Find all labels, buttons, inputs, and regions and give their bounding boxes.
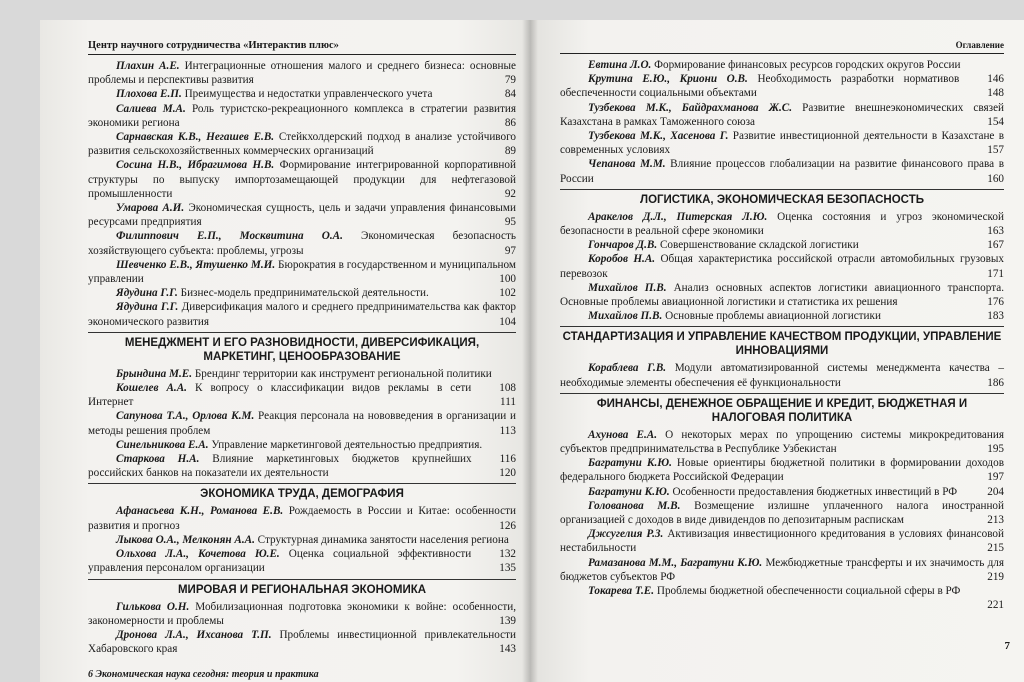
toc-entry-title: Диверсификация малого и среднего предпринимательства как фактор экономического развития <box>88 301 517 328</box>
toc-entry <box>560 101 1004 129</box>
toc-entry-author: Тузбекова М.К., Байдрахманова Ж.С. <box>588 101 793 114</box>
section-heading-labor: ЭКОНОМИКА ТРУДА, ДЕМОГРАФИЯ <box>88 483 516 501</box>
toc-entry <box>560 281 1004 309</box>
toc-entry <box>560 252 1004 280</box>
toc-entry-title: Модули автоматизированной системы менеджмента качества – необходимые элементы обеспечения её функциональности <box>560 362 1004 389</box>
toc-entry <box>560 210 1004 238</box>
toc-entry <box>88 628 516 656</box>
toc-left-s3 <box>88 600 516 657</box>
toc-entry-title: Формирование финансовых ресурсов городских округов России <box>654 59 961 71</box>
toc-entry-title: Особенности предоставления бюджетных инвестиций в РФ <box>672 485 958 498</box>
toc-entry-title: Преимущества и недостатки управленческого учета <box>184 88 433 101</box>
toc-entry-author: Ядудина Г.Г. <box>116 287 178 300</box>
toc-entry-author: Синельникова Е.А. <box>116 438 209 451</box>
toc-entry-page: 108 <box>499 382 516 395</box>
toc-entry-page: 92 <box>504 187 516 200</box>
toc-entry-title: Формирование интегрированной корпоративной структуры по выпуску импортозамещающей продукции для нефтегазовой промышленности <box>88 159 516 200</box>
toc-right-s1 <box>560 210 1004 324</box>
toc-entry-author: Рамазанова М.М., Багратуни К.Ю. <box>588 556 763 569</box>
toc-entry <box>560 456 1004 484</box>
toc-entry-title: Бюрократия в государственном и муниципальном управлении <box>88 258 516 286</box>
toc-entry <box>88 258 516 286</box>
toc-entry <box>88 130 516 158</box>
toc-entry-title: Возмещение излишне уплаченного налога иностранной организацией с доходов в виде дивидендов по депозитарным распискам <box>560 499 1005 527</box>
toc-entry-author: Брындина М.Е. <box>116 367 193 380</box>
toc-entry-title: Проблемы инвестиционной привлекательности Хабаровского края <box>88 628 516 656</box>
toc-entry <box>88 59 516 87</box>
toc-entry <box>560 129 1004 157</box>
toc-entry-author: Салиева М.А. <box>116 102 186 115</box>
toc-entry-author: Плохова Е.П. <box>116 88 182 101</box>
toc-entry-author: Тузбекова М.К., Хасенова Г. <box>588 130 729 143</box>
toc-entry-author: Джсугелия Р.З. <box>588 528 664 541</box>
section-heading-management: МЕНЕДЖМЕНТ И ЕГО РАЗНОВИДНОСТИ, ДИВЕРСИФИКАЦИЯ, МАРКЕТИНГ, ЦЕНООБРАЗОВАНИЕ <box>88 332 516 364</box>
toc-entry-title: Роль туристско-рекреационного комплекса в стратегии развития экономики региона <box>88 102 516 129</box>
toc-entry <box>88 381 516 409</box>
toc-entry-title: Брендинг территории как инструмент региональной политики <box>194 367 492 380</box>
toc-entry-page: 143 <box>499 643 516 656</box>
toc-entry-page: 186 <box>987 376 1004 389</box>
toc-entry-author: Филиппович Е.П., Москвитина О.А. <box>116 230 343 243</box>
toc-entry-author: Михайлов П.В. <box>588 281 667 294</box>
toc-entry <box>560 72 1004 100</box>
toc-entry-page: 204 <box>987 485 1004 498</box>
toc-entry-author: Ядудина Г.Г. <box>116 301 179 314</box>
left-footer: 6 Экономическая наука сегодня: теория и практика <box>88 669 319 680</box>
toc-entry-author: Багратуни К.Ю. <box>588 485 670 498</box>
toc-entry <box>88 201 516 229</box>
toc-entry-title: Реакция персонала на нововведения в организации и методы решения проблем <box>88 410 516 437</box>
toc-entry-title: Необходимость разработки нормативов обеспеченности социальными объектами <box>560 73 960 100</box>
toc-entry-page: 195 <box>987 443 1004 456</box>
open-book <box>40 20 1024 682</box>
toc-entry-author: Гилькова О.Н. <box>116 600 190 613</box>
toc-entry-author: Афанасьева К.Н., Романова Е.В. <box>116 505 284 518</box>
toc-entry-title: Анализ основных аспектов логистики авиационного транспорта. Основные проблемы авиационной логистики и статистика их решения <box>560 281 1004 309</box>
toc-entry-page: 97 <box>504 244 516 257</box>
toc-entry-page: 79 <box>504 74 516 87</box>
toc-entry <box>560 485 1004 499</box>
toc-entry-author: Шевченко Е.В., Ятушенко М.И. <box>116 258 276 271</box>
toc-entry-title: Управление маркетинговой деятельностью предприятия. <box>211 438 483 451</box>
toc-entry-page: 213 <box>987 514 1004 527</box>
toc-right-s3 <box>560 428 1005 612</box>
toc-entry <box>88 102 516 130</box>
toc-entry-page: 183 <box>987 310 1004 323</box>
toc-entry-title: Совершенствование складской логистики <box>659 239 859 252</box>
toc-entry-page: 160 <box>987 172 1004 185</box>
toc-entry-page: 139 <box>499 614 516 627</box>
toc-entry-title: Интеграционные отношения малого и среднего бизнеса: основные проблемы и перспективы развития <box>88 60 516 87</box>
toc-entry <box>560 309 1004 323</box>
toc-entry-page: 116 <box>499 453 516 466</box>
toc-entry-author: Гончаров Д.В. <box>588 239 658 252</box>
left-page <box>40 20 530 682</box>
toc-left-s1 <box>88 367 516 481</box>
toc-entry-title: Проблемы бюджетной обеспеченности социальной сферы в РФ <box>656 585 961 598</box>
toc-entry-title: Влияние маркетинговых бюджетов крупнейших российских банков на показатели их деятельности <box>88 453 472 480</box>
toc-entry <box>88 504 516 532</box>
toc-entry <box>88 87 516 101</box>
toc-entry-author: Михайлов П.В. <box>588 310 663 323</box>
toc-entry-title: Оценка социальной эффективности управления персоналом организации <box>88 548 472 575</box>
toc-entry-page: 113 <box>499 424 516 437</box>
toc-entry-page: 171 <box>987 267 1004 280</box>
section-heading-finance: ФИНАНСЫ, ДЕНЕЖНОЕ ОБРАЩЕНИЕ И КРЕДИТ, БЮДЖЕТНАЯ И НАЛОГОВАЯ ПОЛИТИКА <box>560 393 1004 425</box>
toc-entry-author: Кошелев А.А. <box>116 382 187 395</box>
toc-entry-page: 221 <box>987 599 1004 612</box>
toc-entry <box>560 527 1004 555</box>
page-number: 7 <box>1004 640 1010 652</box>
toc-entry <box>560 428 1004 456</box>
toc-entry-title: Влияние процессов глобализации на развитие финансового права в России <box>560 158 1004 185</box>
running-header-left: Центр научного сотрудничества «Интерактив плюс» <box>88 40 516 55</box>
toc-entry <box>88 229 516 257</box>
toc-entry-title: Развитие инвестиционной деятельности в Казахстане в современных условиях <box>560 130 1005 157</box>
toc-entry-page: 197 <box>987 471 1004 484</box>
toc-entry <box>88 452 516 480</box>
toc-entry-author: Плахин А.Е. <box>116 60 180 72</box>
toc-entry-title: Общая характеристика российской отрасли автомобильных грузовых перевозок <box>560 253 1004 280</box>
section-heading-standardization: СТАНДАРТИЗАЦИЯ И УПРАВЛЕНИЕ КАЧЕСТВОМ ПРОДУКЦИИ, УПРАВЛЕНИЕ ИННОВАЦИЯМИ <box>560 326 1004 358</box>
toc-entry-author: Багратуни К.Ю. <box>588 457 672 470</box>
toc-entry-page: 132 <box>499 548 516 561</box>
toc-entry-page: 167 <box>987 239 1004 252</box>
toc-entry-author: Лыкова О.А., Мелконян А.А. <box>116 533 255 546</box>
toc-entry-title: Межбюджетные трансферты и их значимость для бюджетов субъектов РФ <box>560 556 1004 583</box>
toc-entry-author: Ахунова Е.А. <box>588 428 658 441</box>
toc-entry-page: 148 <box>987 87 1004 100</box>
toc-entry-page: 89 <box>504 145 516 158</box>
toc-right-top <box>560 58 1004 186</box>
toc-entry-author: Сарнавская К.В., Негашев Е.В. <box>116 131 275 144</box>
book-gutter-shadow <box>522 20 538 682</box>
right-page <box>530 20 1024 682</box>
toc-entry-page: 104 <box>499 315 516 328</box>
toc-entry-title: Основные проблемы авиационной логистики <box>665 310 881 323</box>
toc-entry-page: 86 <box>504 116 516 129</box>
toc-entry <box>560 556 1004 584</box>
toc-entry-page: 84 <box>504 88 516 101</box>
toc-entry <box>560 361 1004 389</box>
toc-entry <box>560 499 1004 527</box>
toc-entry <box>88 300 516 328</box>
toc-entry-author: Крутина Е.Ю., Криони О.В. <box>588 73 748 86</box>
section-heading-world-economy: МИРОВАЯ И РЕГИОНАЛЬНАЯ ЭКОНОМИКА <box>88 579 516 597</box>
toc-entry <box>88 286 516 300</box>
toc-entry-page: 102 <box>499 287 516 300</box>
toc-entry <box>560 584 1004 612</box>
toc-entry-page: 100 <box>499 273 516 286</box>
toc-entry-title: Мобилизационная подготовка экономики к войне: особенности, закономерности и проблемы <box>88 600 517 627</box>
toc-entry-title: Развитие внешнеэкономических связей Казахстана в рамках Таможенного союза <box>560 101 1005 128</box>
toc-entry-author: Голованова М.В. <box>588 499 681 512</box>
toc-entry-title: Структурная динамика занятости населения региона <box>257 533 509 546</box>
toc-entry-page: 146 <box>987 73 1004 86</box>
toc-entry-title: Активизация инвестиционного кредитования в условиях финансовой нестабильности <box>560 528 1004 555</box>
toc-entry-title: Бизнес-модель предпринимательской деятельности. <box>180 287 429 300</box>
toc-entry-author: Чепанова М.М. <box>588 158 666 171</box>
toc-entry <box>560 238 1004 252</box>
toc-entry-title: Экономическая безопасность хозяйствующего субъекта: проблемы, угрозы <box>88 230 517 257</box>
toc-entry-author: Аракелов Д.Л., Питерская Л.Ю. <box>588 210 768 223</box>
toc-entry-author: Токарева Т.Е. <box>588 585 655 598</box>
toc-entry <box>88 600 516 628</box>
toc-entry-author: Евтина Л.О. <box>588 59 652 71</box>
toc-entry-author: Коробов Н.А. <box>588 253 656 266</box>
toc-left-s2 <box>88 504 516 575</box>
toc-entry-title: Экономическая сущность, цель и задачи управления финансовыми ресурсами предприятия <box>88 202 517 229</box>
toc-entry-author: Дронова Л.А., Ихсанова Т.П. <box>116 628 272 641</box>
toc-entry-page: 163 <box>987 225 1004 238</box>
toc-entry-title: Стейкхолдерский подход в анализе устойчивого развития сельскохозяйственных коммерческих организаций <box>88 131 517 158</box>
toc-entry-author: Умарова А.И. <box>116 202 185 215</box>
toc-entry-title: Оценка состояния и угроз экономической безопасности в реальной сфере экономики <box>560 210 1004 238</box>
toc-entry-page: 95 <box>504 216 516 229</box>
toc-entry-page: 126 <box>499 519 516 532</box>
toc-entry <box>560 157 1004 185</box>
toc-entry <box>88 547 516 575</box>
toc-entry-title: К вопросу о классификации видов рекламы в сети Интернет <box>88 382 472 409</box>
toc-left-top <box>88 59 516 329</box>
toc-entry <box>88 409 516 437</box>
toc-entry-page: 154 <box>987 115 1004 128</box>
toc-entry-title: О некоторых мерах по упрощению системы микрокредитования субъектов предпринимательства в Республике Узбекистан <box>560 428 1005 456</box>
toc-entry-page: 111 <box>500 396 516 409</box>
toc-entry <box>88 158 516 201</box>
toc-entry-page: 120 <box>499 467 516 480</box>
toc-right-s2 <box>560 361 1004 389</box>
toc-entry-author: Старкова Н.А. <box>116 453 200 466</box>
toc-entry-author: Ольхова Л.А., Кочетова Ю.Е. <box>116 548 280 561</box>
running-header-right: Оглавление <box>560 40 1004 54</box>
toc-entry-page: 215 <box>987 542 1004 555</box>
section-heading-logistics: ЛОГИСТИКА, ЭКОНОМИЧЕСКАЯ БЕЗОПАСНОСТЬ <box>560 189 1004 207</box>
toc-entry-page: 135 <box>499 562 516 575</box>
toc-entry-page: 219 <box>987 570 1004 583</box>
toc-entry-page: 157 <box>987 144 1004 157</box>
toc-entry-title: Новые ориентиры бюджетной политики в формировании доходов федерального бюджета Российской Федерации <box>560 457 1004 484</box>
toc-entry-author: Сапунова Т.А., Орлова К.М. <box>116 410 255 423</box>
toc-entry-page: 176 <box>987 296 1004 309</box>
toc-entry-title: Рождаемость в России и Китае: особенности развития и прогноз <box>88 505 517 532</box>
toc-entry-author: Сосина Н.В., Ибрагимова Н.В. <box>116 159 275 172</box>
toc-entry-author: Кораблева Г.В. <box>588 362 667 375</box>
